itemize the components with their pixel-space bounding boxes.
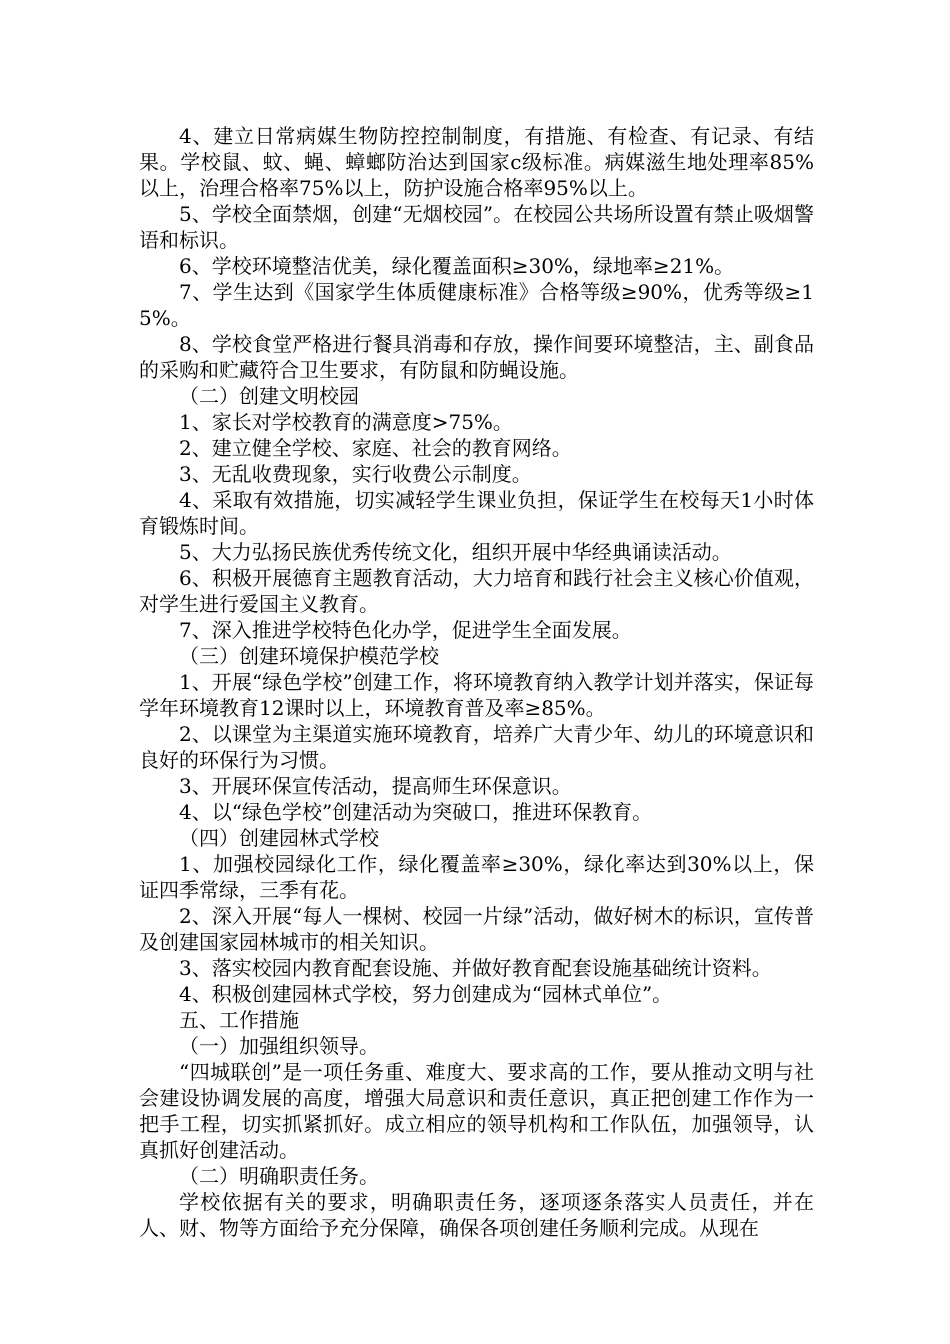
subsection-heading-responsibilities: （二）明确职责任务。 bbox=[179, 1164, 379, 1188]
section-heading-work-measures: 五、工作措施 bbox=[179, 1008, 299, 1032]
paragraph-green-school: 1、开展“绿色学校”创建工作，将环境教育纳入教学计划并落实，保证每学年环境教育12课时以上，环境教育普及率≥85%。 bbox=[139, 670, 814, 720]
paragraph-smoke-free: 5、学校全面禁烟，创建“无烟校园”。在校园公共场所设置有禁止吸烟警语和标识。 bbox=[139, 202, 814, 252]
paragraph-pest-control: 4、建立日常病媒生物防控控制制度，有措施、有检查、有记录、有结果。学校鼠、蚊、蝇、蟑螂防治达到国家c级标准。病媒滋生地处理率85%以上，治理合格率75%以上，防护设施合格率95%以上。 bbox=[139, 124, 814, 200]
document-page bbox=[139, 123, 814, 1241]
section-heading-environmental-school: （三）创建环境保护模范学校 bbox=[179, 644, 439, 668]
paragraph-moral-education: 6、积极开展德育主题教育活动，大力培育和践行社会主义核心价值观，对学生进行爱国主义教育。 bbox=[139, 566, 814, 616]
section-heading-civilized-campus: （二）创建文明校园 bbox=[179, 384, 359, 408]
paragraph-fees: 3、无乱收费现象，实行收费公示制度。 bbox=[179, 462, 532, 486]
paragraph-parent-satisfaction: 1、家长对学校教育的满意度>75%。 bbox=[179, 410, 513, 434]
paragraph-classroom-environment: 2、以课堂为主渠道实施环境教育，培养广大青少年、幼儿的环境意识和良好的环保行为习惯。 bbox=[139, 722, 814, 772]
paragraph-canteen: 8、学校食堂严格进行餐具消毒和存放，操作间要环境整洁，主、副食品的采购和贮藏符合卫生要求，有防鼠和防蝇设施。 bbox=[139, 332, 814, 382]
paragraph-campus-greening: 1、加强校园绿化工作，绿化覆盖率≥30%，绿化率达到30%以上，保证四季常绿，三季有花。 bbox=[139, 852, 814, 902]
paragraph-greening-area: 6、学校环境整洁优美，绿化覆盖面积≥30%，绿地率≥21%。 bbox=[179, 254, 735, 278]
paragraph-physical-health: 7、学生达到《国家学生体质健康标准》合格等级≥90%，优秀等级≥15%。 bbox=[139, 280, 814, 330]
paragraph-facilities: 3、落实校园内教育配套设施、并做好教育配套设施基础统计资料。 bbox=[179, 956, 772, 980]
paragraph-green-school-breakthrough: 4、以“绿色学校”创建活动为突破口，推进环保教育。 bbox=[179, 800, 653, 824]
paragraph-garden-unit: 4、积极创建园林式学校，努力创建成为“园林式单位”。 bbox=[179, 982, 673, 1006]
paragraph-reduce-burden: 4、采取有效措施，切实减轻学生课业负担，保证学生在校每天1小时体育锻炼时间。 bbox=[139, 488, 814, 538]
section-heading-garden-school: （四）创建园林式学校 bbox=[179, 826, 379, 850]
paragraph-tree-activity: 2、深入开展“每人一棵树、校园一片绿”活动，做好树木的标识，宣传普及创建国家园林城市的相关知识。 bbox=[139, 904, 814, 954]
paragraph-education-network: 2、建立健全学校、家庭、社会的教育网络。 bbox=[179, 436, 572, 460]
paragraph-environmental-publicity: 3、开展环保宣传活动，提高师生环保意识。 bbox=[179, 774, 572, 798]
paragraph-school-responsibilities: 学校依据有关的要求，明确职责任务，逐项逐条落实人员责任，并在人、财、物等方面给予充分保障，确保各项创建任务顺利完成。从现在 bbox=[139, 1190, 814, 1240]
paragraph-traditional-culture: 5、大力弘扬民族优秀传统文化，组织开展中华经典诵读活动。 bbox=[179, 540, 732, 564]
subsection-heading-leadership: （一）加强组织领导。 bbox=[179, 1034, 379, 1058]
paragraph-school-features: 7、深入推进学校特色化办学，促进学生全面发展。 bbox=[179, 618, 632, 642]
paragraph-four-city-campaign: “四城联创”是一项任务重、难度大、要求高的工作，要从推动文明与社会建设协调发展的高度，增强大局意识和责任意识，真正把创建工作作为一把手工程，切实抓紧抓好。成立相应的领导机构和工作队伍，加强领导，认真抓好创建活动。 bbox=[139, 1060, 814, 1162]
